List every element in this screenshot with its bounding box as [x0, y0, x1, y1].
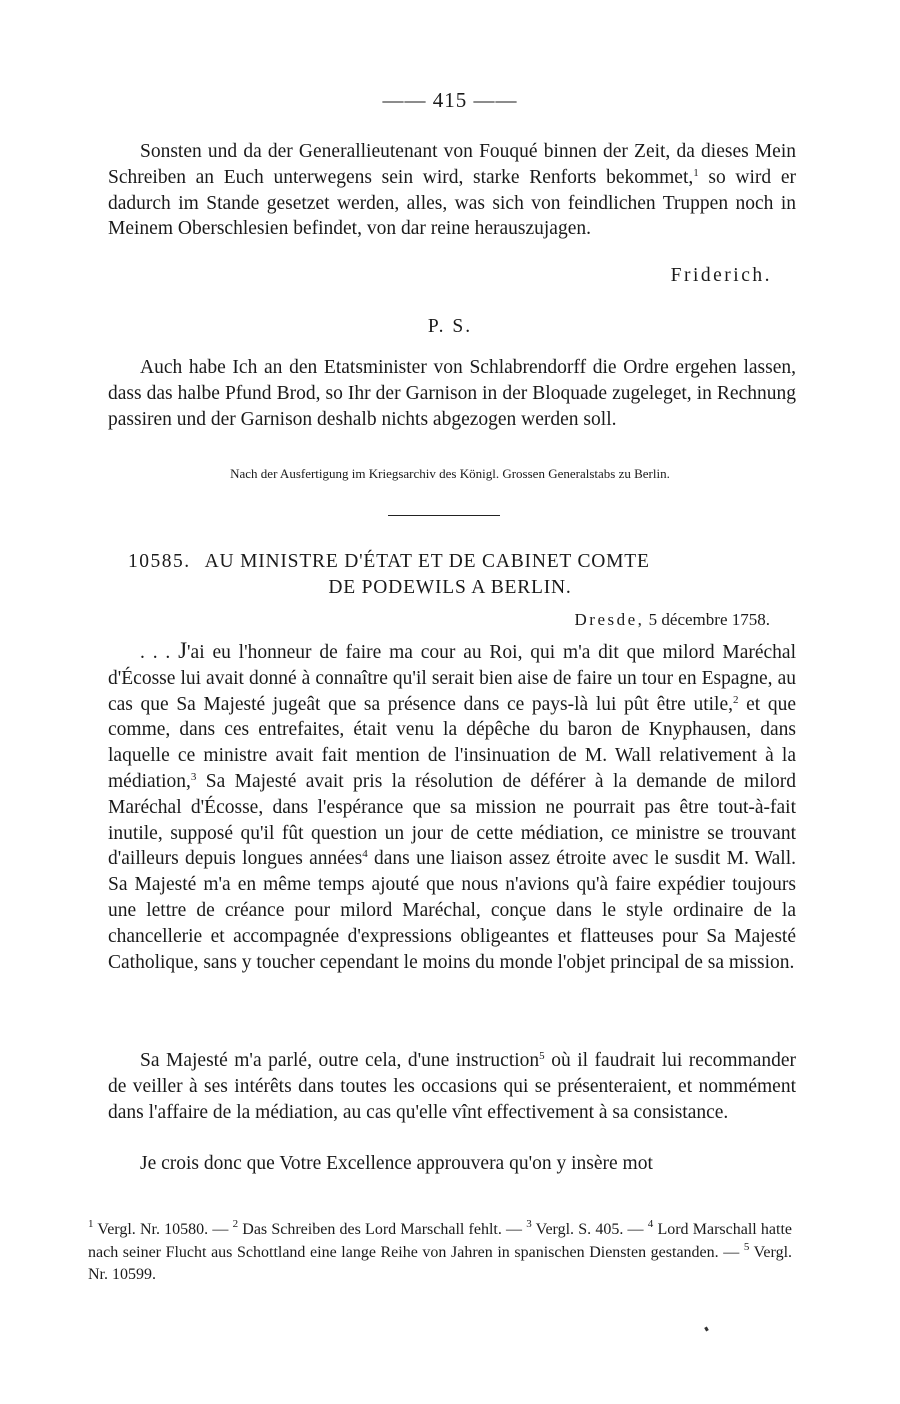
- initial-letter: J: [178, 638, 188, 663]
- footnote-mark-1: 1: [88, 1218, 94, 1230]
- footnote-ref-5: 5: [539, 1050, 545, 1062]
- footnotes: $^1$ Vergl. Nr. 10580. — $^2$ Das Schreiben des Lord Marschall fehlt. — $^3$ Vergl. S. 405. — $^4$ Lord Marschall hatte nach seiner Flucht aus Schottland eine lange Reihe von Jahren in spanischen Diensten gestanden. — $^5$ Vergl. Nr. 10599.: [88, 1218, 793, 1283]
- letter-title-line1: 10585. AU MINISTRE D'ÉTAT ET DE CABINET COMTE: [128, 551, 650, 572]
- footnote-ref-3: 3: [190, 770, 197, 783]
- footnote-mark-2: 2: [232, 1218, 239, 1230]
- footnote-ref-4: 4: [362, 848, 368, 861]
- footnote-ref-2: 2: [733, 693, 739, 706]
- dateline-place: Dresde,: [574, 610, 645, 629]
- postscript-heading: P. S.: [427, 316, 473, 337]
- postscript-text: Auch habe Ich an den Etatsminister von Schlabrendorff die Ordre ergehen lassen, dass das halbe Pfund Brod, so Ihr der Garnison in der Bloquade zugeleget, in Rechnung passiren und der Garnison deshalb nichts abgezogen werden soll.: [108, 357, 796, 430]
- footnote-mark-5: 5: [743, 1240, 750, 1253]
- footnote-ref-1: 1: [693, 166, 699, 179]
- footnote-mark-4: 4: [647, 1218, 654, 1230]
- header-dash-left: ——: [382, 88, 433, 112]
- dateline: [575, 610, 770, 630]
- letter-paragraph-3: Je crois donc que Votre Excellence approuvera qu'on y insère mot: [140, 1153, 653, 1174]
- letter-paragraph-1: . . . J'ai eu l'honneur de faire ma cour au Roi, qui m'a dit que milord Maréchal d'Écosse lui avait donné à connaître qu'il serait bien aise de faire un tour en Espagne, au cas que Sa Majesté jugeât que sa présence dans ce pays-là lui pût être utile,$^2$ et que comme, dans ces entrefaites, était venu la dépêche du baron de Knyphausen, dans laquelle ce ministre avait fait mention de l'insinuation de M. Wall relativement à la médiation,$^3$ Sa Majesté avait pris la résolution de déférer à la demande de milord Maréchal d'Écosse, dans l'espérance que sa mission ne pourrait pas être tout-à-fait inutile, supposé qu'il fût question un jour de cette médiation, ce ministre se trouvant d'ailleurs depuis longues années$^4$ dans une liaison assez étroite avec le susdit M. Wall. Sa Majesté m'a en même temps ajouté que nous n'avions qu'à faire expédier toujours une lettre de créance pour milord Maréchal, conçue dans le style ordinaire de la chancellerie et accompagnée d'expressions obligeantes et flatteuses pour Sa Majesté Catholique, sans y toucher cependant le moins du monde l'objet principal de sa mission.: [108, 638, 797, 973]
- dateline-date: 5 décembre 1758.: [648, 610, 770, 629]
- page-header: [0, 88, 900, 113]
- source-note: Nach der Ausfertigung im Kriegsarchiv des Königl. Grossen Generalstabs zu Berlin.: [230, 466, 670, 481]
- section-divider: [388, 515, 500, 516]
- letter-number: 10585.: [128, 551, 191, 572]
- letter-title-line2: DE PODEWILS A BERLIN.: [328, 577, 572, 598]
- header-dash-right: ——: [467, 88, 518, 112]
- letter-paragraph-2: Sa Majesté m'a parlé, outre cela, d'une instruction$^5$ où il faudrait lui recommander de veiller à ses intérêts dans toutes les occasions qui se présenteraient, et nommément dans l'affaire de la médiation, au cas qu'elle vînt effectivement à sa consistance.: [108, 1050, 796, 1123]
- footnote-mark-3: 3: [526, 1218, 532, 1230]
- page-number: 415: [432, 88, 468, 112]
- signature: Friderich.: [670, 265, 772, 286]
- print-speck: [704, 1327, 709, 1332]
- prev-letter-paragraph: Sonsten und da der Generallieutenant von Fouqué binnen der Zeit, da dieses Mein Schreiben an Euch unterwegens sein wird, starke Renforts bekommet,$^1$ so wird er dadurch im Stande gesetzet werden, alles, was sich von feindlichen Truppen noch in Meinem Oberschlesien befindet, von dar reine herauszujagen.: [108, 141, 796, 240]
